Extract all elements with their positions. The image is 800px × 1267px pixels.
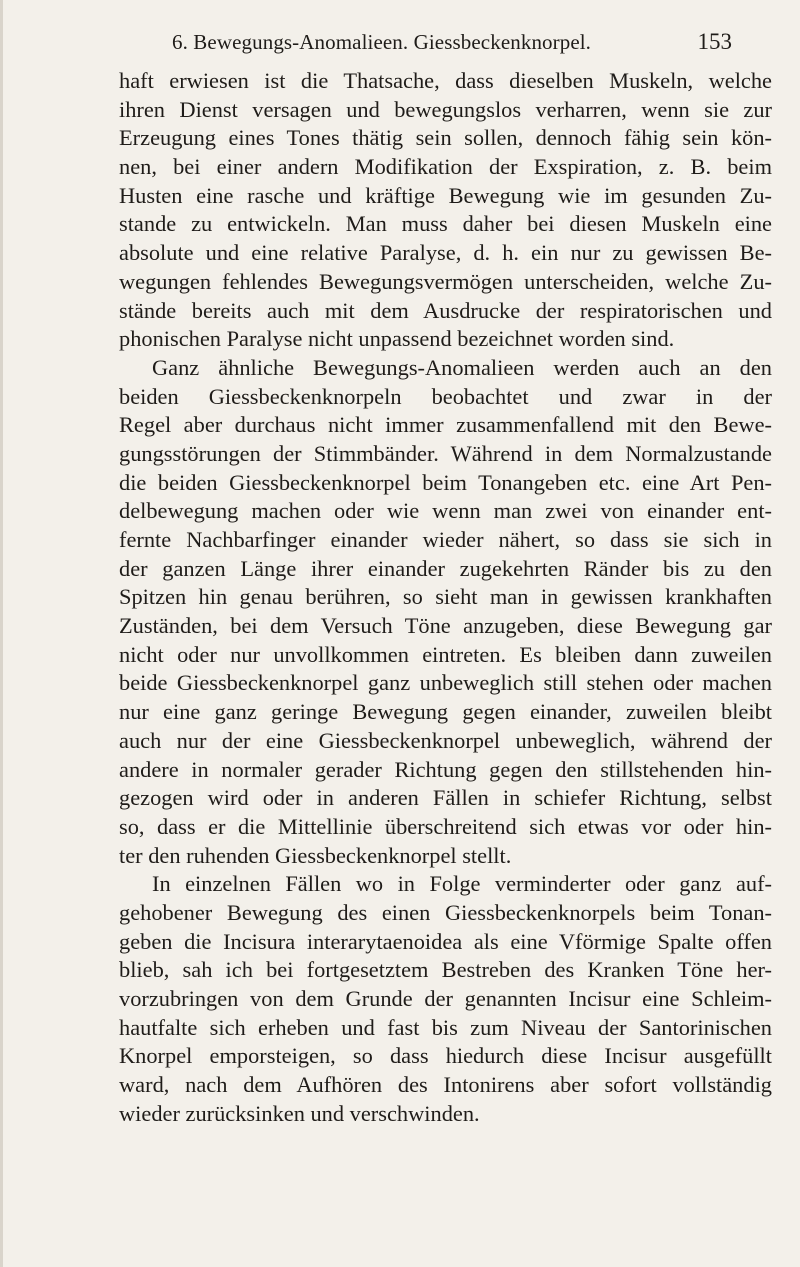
text-line: nicht oder nur unvollkommen eintreten. Es bleiben dann zuweilen <box>119 641 772 667</box>
paragraph-start-line: Ganz ähnliche Bewegungs-Anomalieen werden auch an den <box>152 354 772 380</box>
text-line: absolute und eine relative Paralyse, d. h. ein nur zu gewissen Be- <box>119 240 772 266</box>
text-line: blieb, sah ich bei fortgesetztem Bestreben des Kranken Töne her- <box>119 957 772 983</box>
text-line: ward, nach dem Aufhören des Intonirens aber sofort vollständig <box>119 1072 772 1098</box>
text-line: ihren Dienst versagen und bewegungslos verharren, wenn sie zur <box>119 96 772 122</box>
text-line: delbewegung machen oder wie wenn man zwei von einander ent- <box>119 498 772 524</box>
text-line: gehobener Bewegung des einen Giessbeckenknorpels beim Tonan- <box>119 899 772 925</box>
text-line: so, dass er die Mittellinie überschreitend sich etwas vor oder hin- <box>119 813 772 839</box>
text-line: andere in normaler gerader Richtung gegen den stillstehenden hin- <box>119 756 772 782</box>
text-line: fernte Nachbarfinger einander wieder nähert, so dass sie sich in <box>119 527 772 552</box>
text-line: hautfalte sich erheben und fast bis zum Niveau der Santorinischen <box>119 1014 772 1040</box>
text-line: geben die Incisura interarytaenoidea als eine Vförmige Spalte offen <box>119 928 772 954</box>
text-line: der ganzen Länge ihrer einander zugekehrten Ränder bis zu den <box>119 555 772 581</box>
text-line: phonischen Paralyse nicht unpassend bezeichnet worden sind. <box>119 326 675 352</box>
text-line: nen, bei einer andern Modifikation der Exspiration, z. B. beim <box>119 154 772 180</box>
body-text <box>119 67 772 1128</box>
text-line: Zuständen, bei dem Versuch Töne anzugeben, diese Bewegung gar <box>119 613 772 639</box>
text-line: ter den ruhenden Giessbeckenknorpel stellt. <box>119 842 512 868</box>
page-number: 153 <box>697 29 732 54</box>
text-line: Knorpel emporsteigen, so dass hiedurch diese Incisur ausgefüllt <box>119 1043 772 1069</box>
paragraph-start-line: In einzelnen Fällen wo in Folge verminderter oder ganz auf- <box>152 871 772 897</box>
text-line: vorzubringen von dem Grunde der genannten Incisur eine Schleim- <box>119 986 772 1011</box>
page-edge <box>0 0 3 1267</box>
text-line: beiden Giessbeckenknorpeln beobachtet und zwar in der <box>119 383 772 409</box>
text-line: stände bereits auch mit dem Ausdrucke der respiratorischen und <box>119 297 772 323</box>
text-line: Spitzen hin genau berühren, so sieht man in gewissen krankhaften <box>119 584 772 610</box>
page-header <box>150 30 750 60</box>
text-line: Erzeugung eines Tones thätig sein sollen, dennoch fähig sein kön- <box>119 125 772 151</box>
text-line: nur eine ganz geringe Bewegung gegen einander, zuweilen bleibt <box>119 699 772 725</box>
text-line: gezogen wird oder in anderen Fällen in schiefer Richtung, selbst <box>119 785 772 811</box>
text-line: haft erwiesen ist die Thatsache, dass dieselben Muskeln, welche <box>119 68 772 93</box>
text-line: wegungen fehlendes Bewegungsvermögen unterscheiden, welche Zu- <box>119 268 772 294</box>
text-line: gungsstörungen der Stimmbänder. Während in dem Normalzustande <box>119 440 772 466</box>
text-line: Regel aber durchaus nicht immer zusammenfallend mit den Bewe- <box>119 412 772 438</box>
text-line: wieder zurücksinken und verschwinden. <box>119 1100 480 1126</box>
text-line: auch nur der eine Giessbeckenknorpel unbeweglich, während der <box>119 727 772 753</box>
text-line: die beiden Giessbeckenknorpel beim Tonangeben etc. eine Art Pen- <box>119 469 772 495</box>
text-line: stande zu entwickeln. Man muss daher bei diesen Muskeln eine <box>119 211 772 237</box>
running-head: 6. Bewegungs-Anomalieen. Giessbeckenknorpel. <box>172 30 592 54</box>
text-line: Husten eine rasche und kräftige Bewegung wie im gesunden Zu- <box>119 182 772 208</box>
text-line: beide Giessbeckenknorpel ganz unbeweglich still stehen oder machen <box>119 670 772 696</box>
